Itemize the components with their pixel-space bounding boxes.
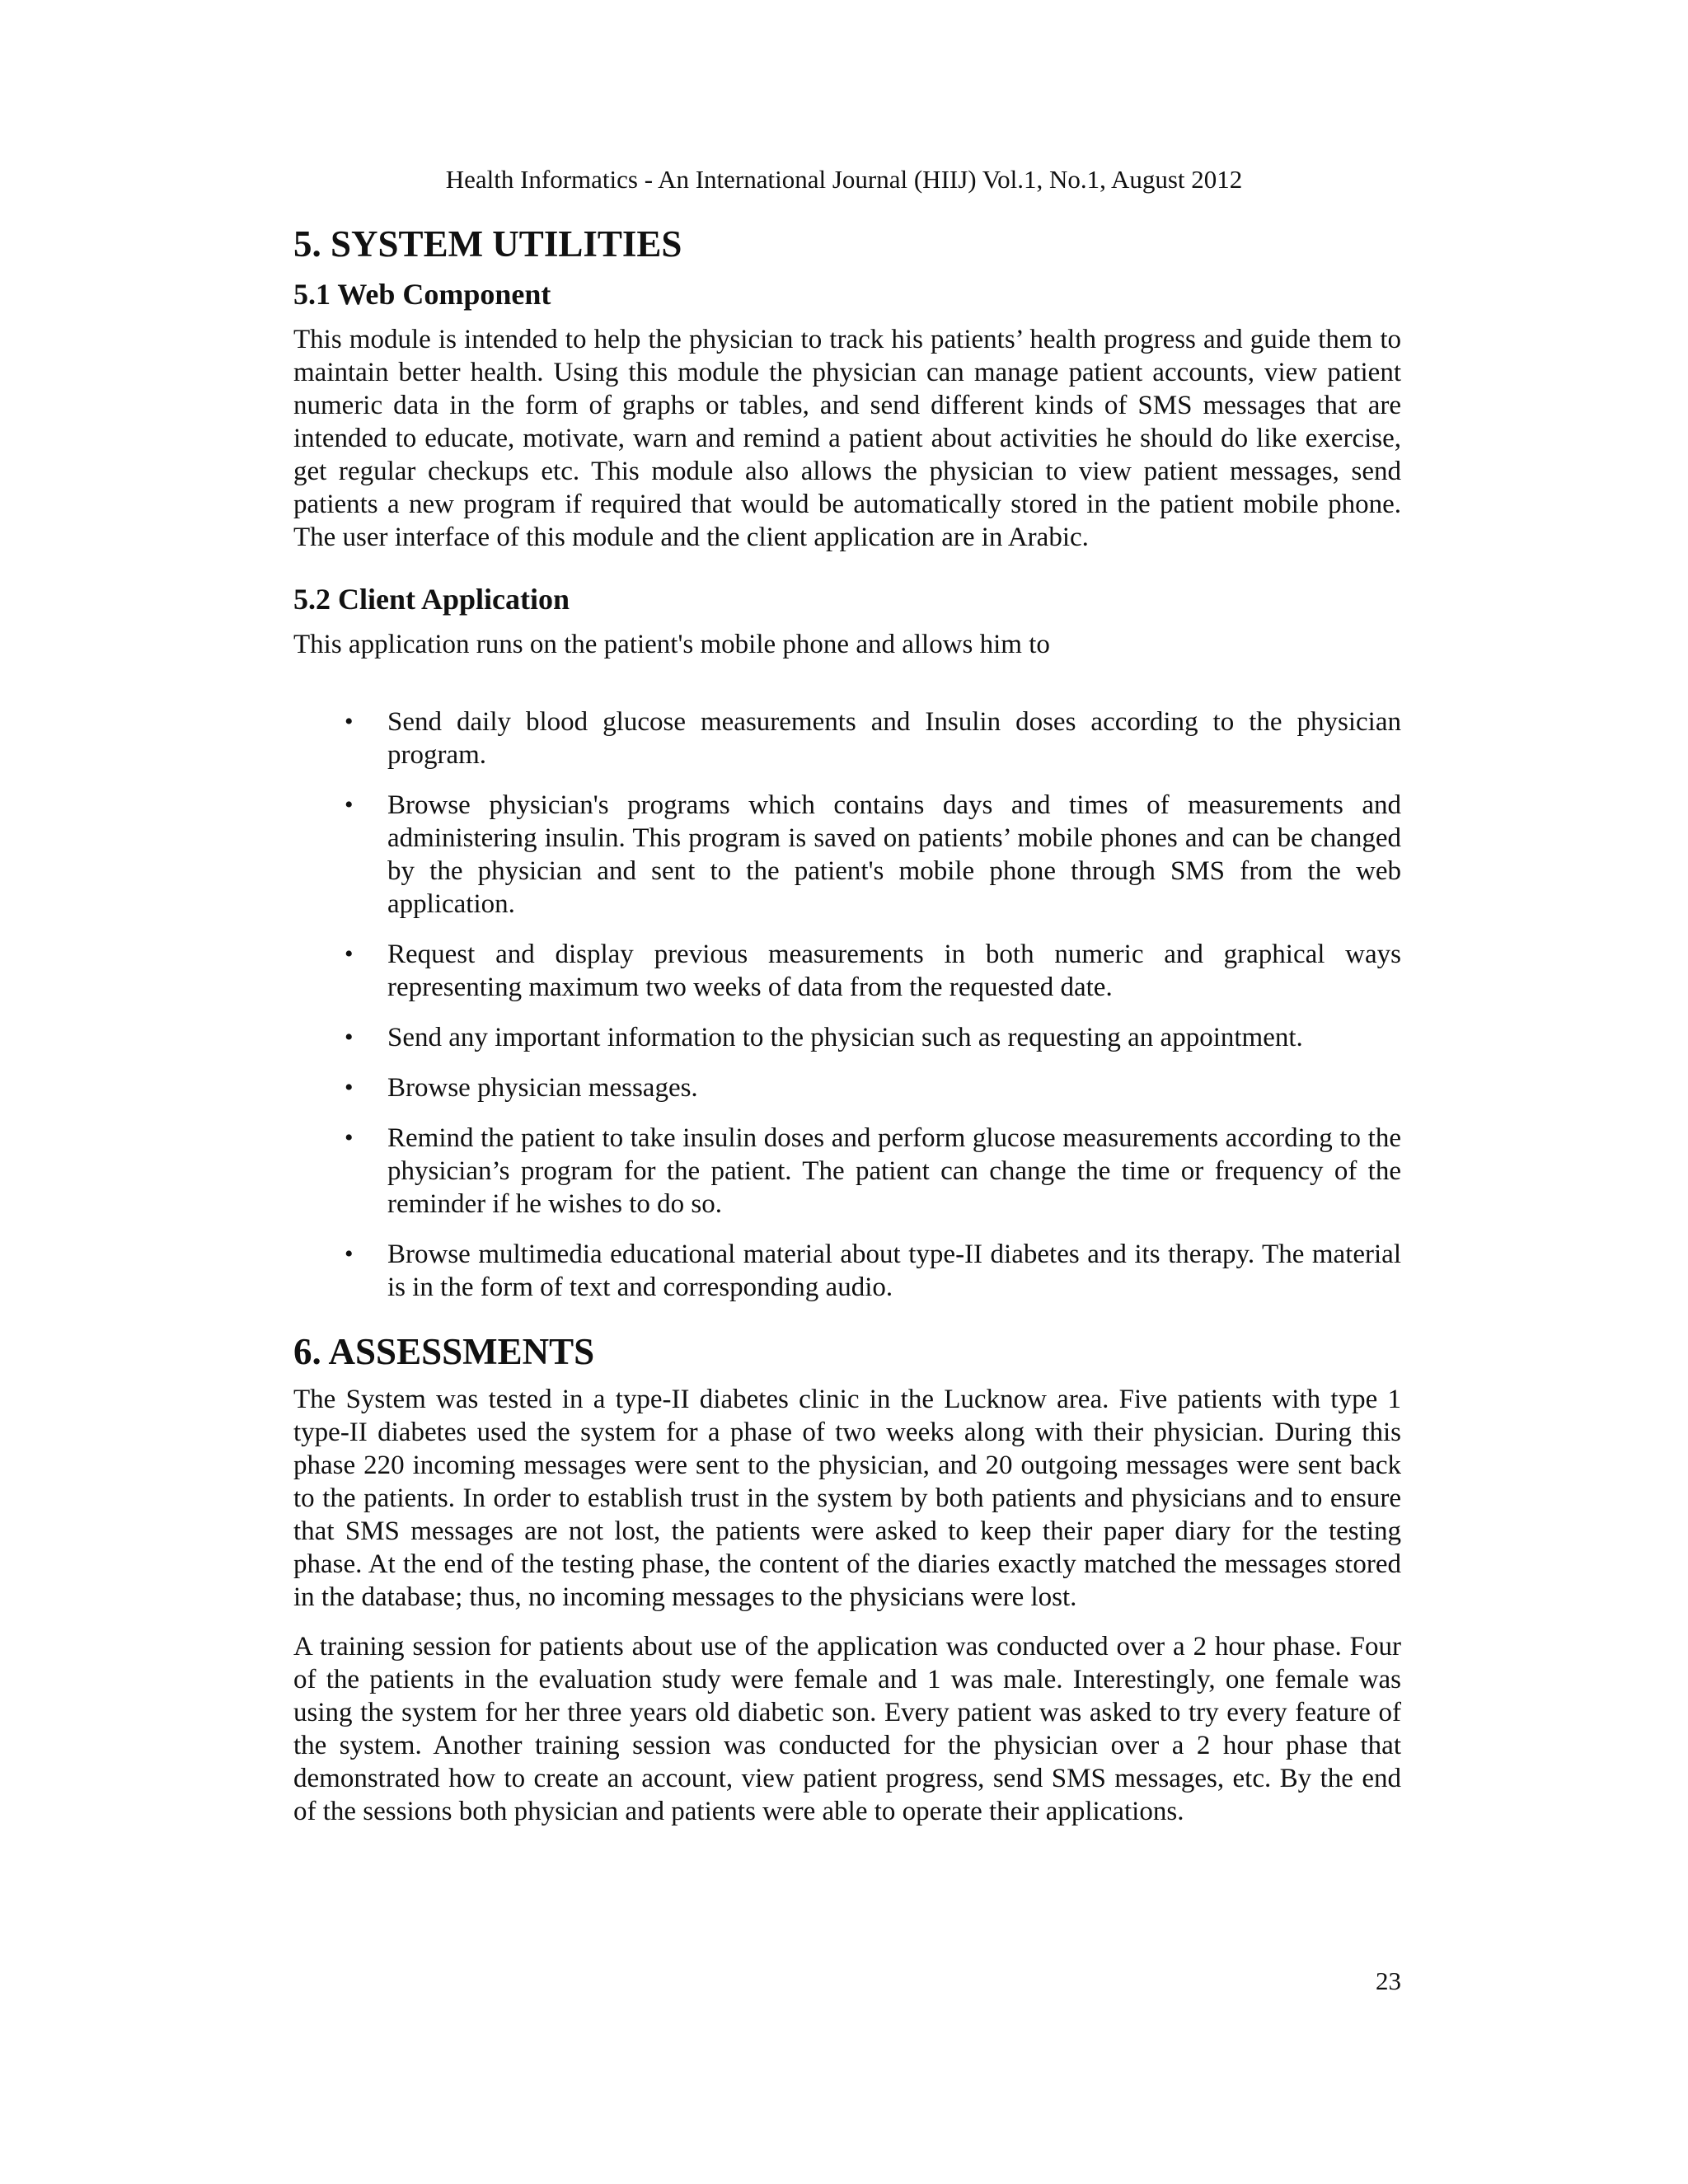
- list-item: [293, 1021, 1401, 1054]
- section-5-1-paragraph: This module is intended to help the physician to track his patients’ health progress and guide them to maintain better health. Using this module the physician can manage patient accounts, view patient numeric data in the form of graphs or tables, and send different kinds of SMS messages that are intended to educate, motivate, warn and remind a patient about activities he should do like exercise, get regular checkups etc. This module also allows the physician to view patient messages, send patients a new program if required that would be automatically stored in the patient mobile phone. The user interface of this module and the client application are in Arabic.: [293, 325, 1401, 552]
- list-item: [293, 1238, 1401, 1304]
- list-item-text: Remind the patient to take insulin doses and perform glucose measurements according to the physician’s program for the patient. The patient can change the time or frequency of the reminder if he wishes to do so.: [387, 1123, 1401, 1219]
- bullet-icon: •: [345, 791, 354, 818]
- section-5-heading: 5. SYSTEM UTILITIES: [293, 223, 682, 265]
- section-5-2-heading: 5.2 Client Application: [293, 583, 570, 616]
- bullet-icon: •: [345, 708, 354, 735]
- list-item-text: Send any important information to the physician such as requesting an appointment.: [387, 1023, 1303, 1052]
- section-6-paragraph-1: The System was tested in a type-II diabetes clinic in the Lucknow area. Five patients with type 1 type-II diabetes used the system for a phase of two weeks along with their physician. During this phase 220 incoming messages were sent to the physician, and 20 outgoing messages were sent back to the patients. In order to establish trust in the system by both patients and physicians and to ensure that SMS messages are not lost, the patients were asked to keep their paper diary for the testing phase. At the end of the testing phase, the content of the diaries exactly matched the messages stored in the database; thus, no incoming messages to the physicians were lost.: [293, 1385, 1401, 1612]
- list-item: [293, 1071, 1401, 1104]
- section-6-paragraph-2: A training session for patients about use of the application was conducted over a 2 hour phase. Four of the patients in the evaluation study were female and 1 was male. Interestingly, one female was using the system for her three years old diabetic son. Every patient was asked to try every feature of the system. Another training session was conducted for the physician over a 2 hour phase that demonstrated how to create an account, view patient progress, send SMS messages, etc. By the end of the sessions both physician and patients were able to operate their applications.: [293, 1632, 1401, 1826]
- section-5-2-intro: This application runs on the patient's mobile phone and allows him to: [293, 630, 1050, 659]
- section-5-1-heading: 5.1 Web Component: [293, 278, 551, 311]
- page-content: [293, 221, 1401, 1844]
- bullet-icon: •: [345, 1240, 354, 1268]
- bullet-icon: •: [345, 940, 354, 968]
- bullet-icon: •: [345, 1124, 354, 1151]
- page-number: 23: [1376, 1966, 1401, 1995]
- list-item: [293, 789, 1401, 921]
- client-features-list: [293, 705, 1401, 1304]
- list-item-text: Send daily blood glucose measurements and Insulin doses according to the physician program.: [387, 707, 1401, 770]
- list-item-text: Browse physician messages.: [387, 1073, 698, 1103]
- list-item: [293, 705, 1401, 771]
- list-item: [293, 1122, 1401, 1221]
- running-header: Health Informatics - An International Journal (HIIJ) Vol.1, No.1, August 2012: [445, 165, 1243, 194]
- list-item-text: Request and display previous measurements in both numeric and graphical ways representing maximum two weeks of data from the requested date.: [387, 940, 1401, 1002]
- list-item-text: Browse multimedia educational material about type-II diabetes and its therapy. The material is in the form of text and corresponding audio.: [387, 1240, 1401, 1302]
- list-item: [293, 938, 1401, 1004]
- bullet-icon: •: [345, 1024, 354, 1051]
- section-6-heading: 6. ASSESSMENTS: [293, 1331, 595, 1372]
- bullet-icon: •: [345, 1074, 354, 1101]
- list-item-text: Browse physician's programs which contains days and times of measurements and administering insulin. This program is saved on patients’ mobile phones and can be changed by the physician and sent to the patient's mobile phone through SMS from the web application.: [387, 790, 1401, 919]
